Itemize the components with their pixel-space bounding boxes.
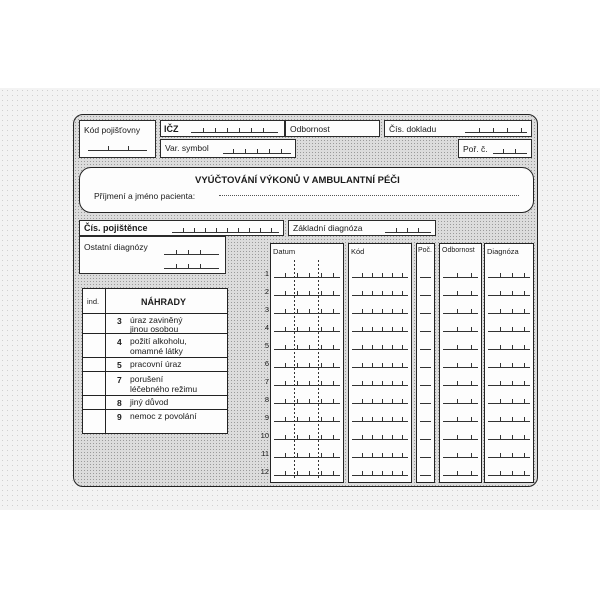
row-number: 7 [264,377,269,386]
nahrady-row[interactable] [83,357,227,371]
ostatni-diagnozy-field[interactable] [79,236,226,274]
column-header-poc: Poč. [418,247,433,254]
patient-name-field[interactable] [219,195,519,196]
row-number: 4 [264,323,269,332]
nahrady-text: požití alkoholu, [130,336,187,346]
nahrady-text: jinou osobou [130,324,179,334]
nahrady-text: léčebného režimu [130,384,198,394]
column-odbornost[interactable] [439,243,482,483]
column-kod[interactable] [348,243,412,483]
nahrady-row[interactable] [83,371,227,395]
nahrady-text: omamné látky [130,346,183,356]
nahrady-num: 4 [117,337,122,347]
nahrady-num: 7 [117,375,122,385]
nahrady-num: 5 [117,360,122,370]
nahrady-num: 9 [117,412,122,422]
odbornost-label: Odbornost [290,124,330,134]
nahrady-title: NÁHRADY [141,297,186,307]
billing-form [73,114,538,487]
por-c-label: Poř. č. [463,144,488,154]
nahrady-num: 3 [117,316,122,326]
column-header-diagnoza: Diagnóza [487,247,519,256]
ind-header: ind. [87,297,100,306]
zakladni-diagnoza-field[interactable] [288,220,436,236]
row-number: 5 [264,341,269,350]
row-number: 6 [264,359,269,368]
nahrady-text: jiný důvod [130,397,169,407]
nahrady-text: nemoc z povolání [130,411,197,421]
cis-dokladu-label: Čís. dokladu [389,124,437,134]
row-number: 2 [264,287,269,296]
nahrady-table [82,288,228,434]
row-number: 12 [260,467,269,476]
column-poc[interactable] [416,243,435,483]
row-number: 8 [264,395,269,404]
cis-pojistence-label: Čís. pojištěnce [84,223,148,233]
row-number: 10 [260,431,269,440]
var-symbol-field[interactable] [160,139,296,158]
nahrady-text: pracovní úraz [130,359,182,369]
por-c-field[interactable] [458,139,532,158]
var-symbol-label: Var. symbol [165,143,209,153]
patient-name-label: Příjmení a jméno pacienta: [94,191,196,201]
nahrady-row[interactable] [83,395,227,409]
column-diagnoza[interactable] [484,243,534,483]
nahrady-text: úraz zaviněný [130,315,183,325]
kod-pojistovny-label: Kód pojišťovny [84,125,141,135]
row-number: 1 [264,269,269,278]
column-header-datum: Datum [273,247,296,256]
column-header-odbornost: Odbornost [442,247,475,254]
kod-pojistovny-field[interactable] [79,120,156,158]
icz-field[interactable] [160,120,285,137]
column-datum[interactable] [270,243,344,483]
row-number: 3 [264,305,269,314]
row-number: 11 [261,449,269,458]
nahrady-num: 8 [117,398,122,408]
form-title: VYÚČTOVÁNÍ VÝKONŮ V AMBULANTNÍ PÉČI [195,175,400,186]
nahrady-row[interactable] [83,409,227,423]
cis-pojistence-field[interactable] [79,220,284,236]
row-number: 9 [264,413,269,422]
column-header-kod: Kód [351,247,365,256]
odbornost-field[interactable] [285,120,380,137]
zakladni-diagnoza-label: Základní diagnóza [293,223,363,233]
nahrady-row[interactable] [83,333,227,357]
nahrady-row[interactable] [83,313,227,333]
cis-dokladu-field[interactable] [384,120,532,137]
icz-label: IČZ [164,124,179,134]
nahrady-text: porušení [130,374,164,384]
ostatni-diagnozy-label: Ostatní diagnózy [84,242,148,252]
title-panel [79,167,534,213]
